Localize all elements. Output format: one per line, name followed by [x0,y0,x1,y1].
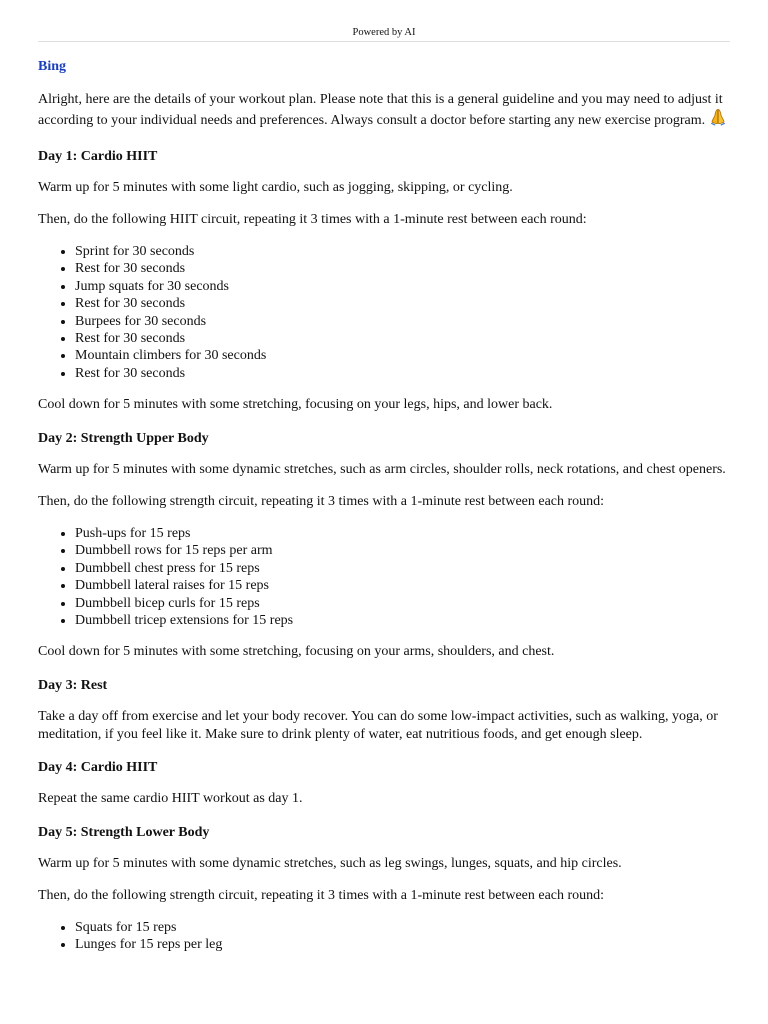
source-label: Bing [38,59,67,74]
day4-heading: Day 4: Cardio HIIT [38,759,158,775]
day2-circuit-intro: Then, do the following strength circuit, repeating it 3 times with a 1-minute rest between each round: [38,493,605,509]
list-item: • Rest for 30 seconds [75,295,730,312]
list-item: • Dumbbell tricep extensions for 15 reps [75,612,730,629]
list-item: • Push-ups for 15 reps [75,525,730,542]
list-item: • Dumbbell rows for 15 reps per arm [75,542,730,559]
day1-heading: Day 1: Cardio HIIT [38,148,158,164]
powered-by-text: Powered by AI [352,27,416,38]
list-item: • Mountain climbers for 30 seconds [75,347,730,364]
day1-circuit-intro: Then, do the following HIIT circuit, repeating it 3 times with a 1-minute rest between each round: [38,211,587,227]
day1-exercise-list [38,243,730,382]
intro-paragraph [38,91,730,132]
list-item: • Jump squats for 30 seconds [75,278,730,295]
day3-body: Take a day off from exercise and let your body recover. You can do some low-impact activities, such as walking, yoga, or meditation, if you feel like it. Make sure to drink plenty of water, eat nutritious foods, and get enough sleep. [38,709,718,742]
intro-text: Alright, here are the details of your workout plan. Please note that this is a general guideline and you may need to adjust it according to your individual needs and preferences. Always consult a doctor before starting any new exercise program. [38,92,723,129]
list-item: • Lunges for 15 reps per leg [75,936,730,953]
day2-exercise-list [38,525,730,629]
folded-hands-emoji-icon [709,108,727,131]
list-item: • Dumbbell bicep curls for 15 reps [75,595,730,612]
list-item: • Dumbbell lateral raises for 15 reps [75,577,730,594]
day3-heading: Day 3: Rest [38,677,108,693]
list-item: • Squats for 15 reps [75,919,730,936]
day2-warmup: Warm up for 5 minutes with some dynamic stretches, such as arm circles, shoulder rolls, neck rotations, and chest openers. [38,462,726,478]
day5-heading: Day 5: Strength Lower Body [38,824,210,840]
day1-cooldown: Cool down for 5 minutes with some stretching, focusing on your legs, hips, and lower back. [38,397,553,413]
day5-exercise-list [38,919,730,954]
chat-response [38,57,730,954]
list-item: • Sprint for 30 seconds [75,243,730,260]
day4-body: Repeat the same cardio HIIT workout as day 1. [38,791,303,807]
list-item: • Dumbbell chest press for 15 reps [75,560,730,577]
powered-by-header [38,26,730,42]
list-item: • Burpees for 30 seconds [75,313,730,330]
list-item: • Rest for 30 seconds [75,260,730,277]
day2-heading: Day 2: Strength Upper Body [38,430,209,446]
day2-cooldown: Cool down for 5 minutes with some stretching, focusing on your arms, shoulders, and chest. [38,644,555,660]
day5-warmup: Warm up for 5 minutes with some dynamic stretches, such as leg swings, lunges, squats, and hip circles. [38,856,622,872]
list-item: • Rest for 30 seconds [75,365,730,382]
list-item: • Rest for 30 seconds [75,330,730,347]
day5-circuit-intro: Then, do the following strength circuit, repeating it 3 times with a 1-minute rest between each round: [38,887,605,903]
day1-warmup: Warm up for 5 minutes with some light cardio, such as jogging, skipping, or cycling. [38,180,513,196]
